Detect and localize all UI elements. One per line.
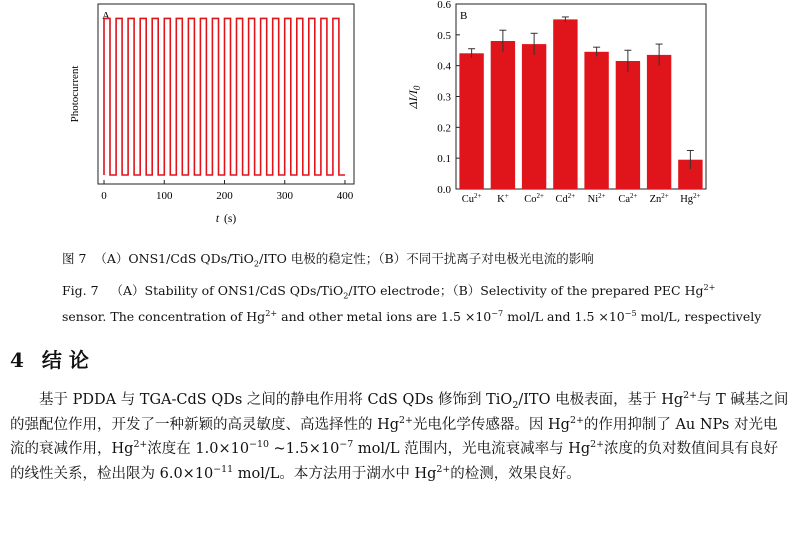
x-category-label: $Cd^{2+}$ [555,192,576,205]
bar [584,52,608,189]
y-tick-label: 0.3 [437,91,451,104]
bar [459,53,483,189]
x-tick-label: 400 [336,190,354,202]
section-number: 4 [10,348,24,372]
section-title-text: 结 论 [41,348,89,372]
x-category-label: $Co^{2+}$ [524,192,544,205]
bar-series [459,17,702,189]
y-tick-label: 0.4 [437,60,451,73]
y-tick-label: 0.5 [437,29,451,42]
x-category-label: K+ [497,192,509,205]
figure-a-stability-plot [60,0,360,232]
figure-caption-english-line1: Fig. 7 （A）Stability of ONS1/CdS QDs/TiO$_2$/ITO electrode；（B）Selectivity of the prepared PEC $Hg^{2+}$ [62,281,716,301]
x-tick-label: 100 [156,190,173,202]
y-tick-label: 0.1 [437,153,451,166]
x-axis-ticks-a [101,180,353,202]
y-tick-label: 0.0 [437,184,451,196]
x-tick-label: 200 [216,190,233,202]
figure-b-selectivity-chart [400,0,710,232]
y-tick-label: 0.2 [437,122,451,135]
x-category-label: $Zn^{2+}$ [649,192,669,205]
x-category-label: $Cu^{2+}$ [461,192,482,205]
panel-label-a: A [102,10,110,22]
x-tick-label: 0 [101,190,107,202]
x-category-label: $Ni^{2+}$ [587,192,606,205]
x-category-label: $Ca^{2+}$ [618,192,638,205]
panel-label-b: B [460,10,468,22]
y-tick-label: 0.6 [437,0,451,11]
y-axis-ticks-b [437,0,460,196]
x-axis-category-labels [462,192,701,205]
x-tick-label: 300 [276,190,293,202]
conclusion-paragraph: 基于 PDDA 与 TGA-CdS QDs 之间的静电作用将 CdS QDs 修饰到 TiO$_2$/ITO 电极表面，基于 $Hg^{2+}$与 T 碱基之间的强配位作用，开发了一种新颖的高灵敏度、高选择性的 $Hg^{2+}$光电化学传感器。因 $Hg^{2+}$的作用抑制了 Au NPs 对光电流的衰减作用，$Hg^{2+}$浓度在 $1.0\times 10^{-10}$ $\sim 1.5\times 10^{-7}$ mol/L 范围内，光电流衰减率与 $Hg^{2+}$浓度的负对数值间具有良好的线性关系，检出限为 $6.0\times 10^{-11}$ mol/L。本方法用于湖水中 $Hg^{2+}$的检测，效果良好。 [10,390,789,482]
y-axis-label-a: Photocurrent [69,65,81,123]
y-axis-label-b: $\Delta I/I_0$ [406,85,422,109]
figure-caption-english-line2: sensor. The concentration of $Hg^{2+}$ and other metal ions are $1.5 \times 10^{-7}$ mol/L and $1.5 \times 10^{-5}$ mol/L, respectively [62,307,762,324]
x-category-label: $Hg^{2+}$ [680,192,701,205]
bar [522,44,546,189]
bar [553,19,577,189]
bar [647,55,671,189]
bar [616,61,640,189]
bar [491,41,515,189]
photocurrent-series-line [104,18,345,175]
figure-caption-chinese: 图 7 （A）ONS1/CdS QDs/TiO$_2$/ITO 电极的稳定性；（B）不同干扰离子对电极光电流的影响 [62,251,594,269]
section-heading [10,344,107,373]
x-axis-label-a: t (s) [215,213,237,225]
